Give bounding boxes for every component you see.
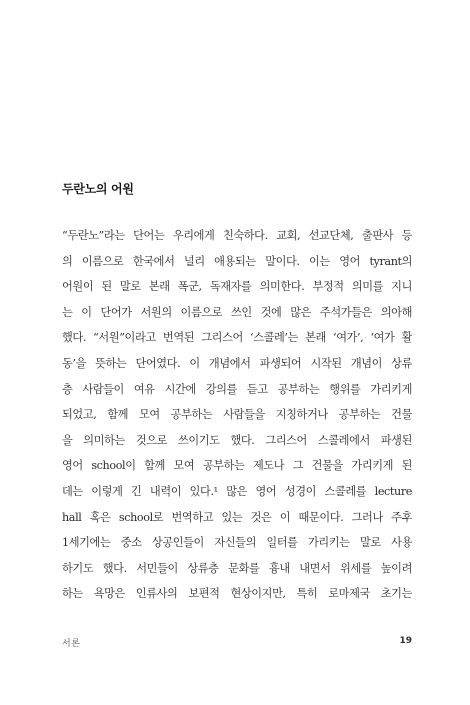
text-line: 영어 school이 함께 모여 공부하는 제도나 그 건물을 가리키게 된 [62,459,412,473]
body-paragraph [62,223,412,607]
text-line: “두란노”라는 단어는 우리에게 친숙하다. 교회, 선교단체, 출판사 등 [62,229,412,242]
text-line: hall 혹은 school로 번역하고 있는 것은 이 때문이다. 그러나 주후 [62,510,412,524]
text-line: 어원이 된 말로 본래 폭군, 독재자를 의미한다. 부정적 의미를 지니 [62,280,412,294]
text-line: 되었고, 함께 모여 공부하는 사람들을 지칭하거나 공부하는 건물 [62,408,412,422]
text-line: 1세기에는 중소 상공인들이 자신들의 일터를 가리키는 말로 사용 [62,536,412,550]
text-line: 는 이 단어가 서원의 이름으로 쓰인 것에 많은 주석가들은 의아해 [62,305,412,319]
text-line: 의 이름으로 한국에서 널리 애용되는 말이다. 이는 영어 tyrant의 [62,254,412,268]
text-line: 층 사람들이 여유 시간에 강의를 듣고 공부하는 행위를 가리키게 [62,382,412,396]
page-number: 19 [399,636,412,646]
text-line: 동’을 뜻하는 단어였다. 이 개념에서 파생되어 시작된 개념이 상류 [62,356,412,370]
text-line: 했다. “서원”이라고 번역된 그리스어 ‘스콜레’는 본래 ‘여가’, ‘여가 활 [62,331,412,345]
text-line: 하기도 했다. 서민들이 상류층 문화를 흉내 내면서 위세를 높이려 [62,561,412,575]
section-heading: 두란노의 어원 [62,182,134,196]
running-footer-section: 서론 [62,639,81,649]
text-line: 하는 욕망은 인류사의 보편적 현상이지만, 특히 로마제국 초기는 [62,587,412,601]
text-line: 데는 이렇게 긴 내력이 있다.¹ 많은 영어 성경이 스콜레를 lecture [62,484,412,498]
text-line: 을 의미하는 것으로 쓰이기도 했다. 그리스어 스콜레에서 파생된 [62,433,412,447]
